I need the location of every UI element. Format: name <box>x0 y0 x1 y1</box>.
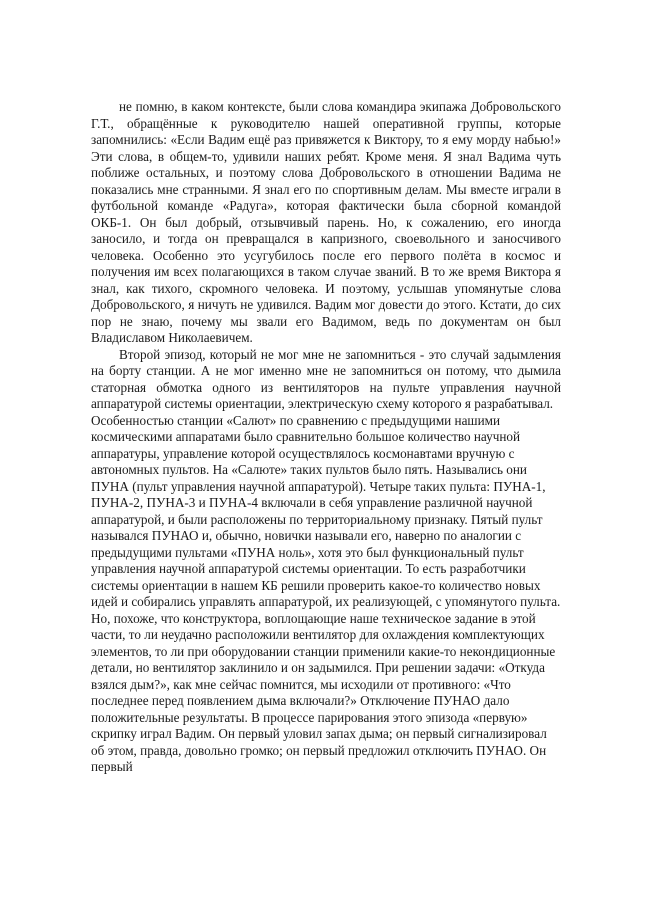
paragraph-dobrovolsky-quote: не помню, в каком контексте, были слова командира экипажа Добровольского Г.Т., обращённые к руководителю нашей оперативной группы, которые запомнились: «Если Вадим ещё раз привяжется к Виктору, то я ему морду набью!» Эти слова, в общем-то, удивили наших ребят. Кроме меня. Я знал Вадима чуть поближе остальных, и поэтому слова Добровольского в отношении Вадима не показались мне странными. Я знал его по спортивным делам. Мы вместе играли в футбольной команде «Радуга», которая фактически была сборной командой ОКБ-1. Он был добрый, отзывчивый парень. Но, к сожалению, его иногда заносило, и тогда он превращался в капризного, своевольного и заносчивого человека. Особенно это усугубилось после его первого полёта в космос и получения им всех полагающихся в таком случае званий. В то же время Виктора я знал, как тихого, скромного человека. И поэтому, услышав упомянутые слова Добровольского, я ничуть не удивился. Вадим мог довести до этого. Кстати, до сих пор не знаю, почему мы звали его Вадимом, ведь по документам он был Владиславом Николаевичем. <box>91 99 561 345</box>
paragraph-second-episode: Второй эпизод, который не мог мне не запомниться - это случай задымления на борту станции. А не мог именно мне не запомниться он потому, что дымила статорная обмотка одного из вентиляторов на пульте управления научной аппаратурой системы ориентации, электрическую схему которого я разрабатывал. <box>91 346 561 411</box>
paragraph-salyut-features: Особенностью станции «Салют» по сравнению с предыдущими нашими космическими аппаратами было сравнительно большое количество научной аппаратуры, управление которой осуществлялось космонавтами вручную с автономных пультов. На «Салюте» таких пультов было пять. Назывались они ПУНА (пульт управления научной аппаратурой). Четыре таких пульта: ПУНА-1, ПУНА-2, ПУНА-3 и ПУНА-4 включали в себя управление различной научной аппаратурой, и были расположены по территориальному признаку. Пятый пульт назывался ПУНАО и, обычно, новички называли его, наверно по аналогии с предыдущими пультами «ПУНА ноль», хотя это был функциональный пульт управления научной аппаратурой системы ориентации. То есть разработчики системы ориентации в нашем КБ решили проверить какое-то количество новых идей и собирались управлять аппаратурой, их реализующей, с упомянутого пульта. Но, похоже, что конструктора, воплощающие наше техническое задание в этой части, то ли неудачно расположили вентилятор для охлаждения комплектующих элементов, то ли при оборудовании станции применили какие-то некондиционные детали, но вентилятор заклинило и он задымился. При решении задачи: «Откуда взялся дым?», как мне сейчас помнится, мы исходили от противного: «Что последнее перед появлением дыма включали?» Отключение ПУНАО дало положительные результаты. В процессе парирования этого эпизода «первую» скрипку играл Вадим. Он первый уловил запах дыма; он первый сигнализировал об этом, правда, довольно громко; он первый предложил отключить ПУНАО. Он первый <box>91 412 561 774</box>
document-text <box>91 99 561 776</box>
